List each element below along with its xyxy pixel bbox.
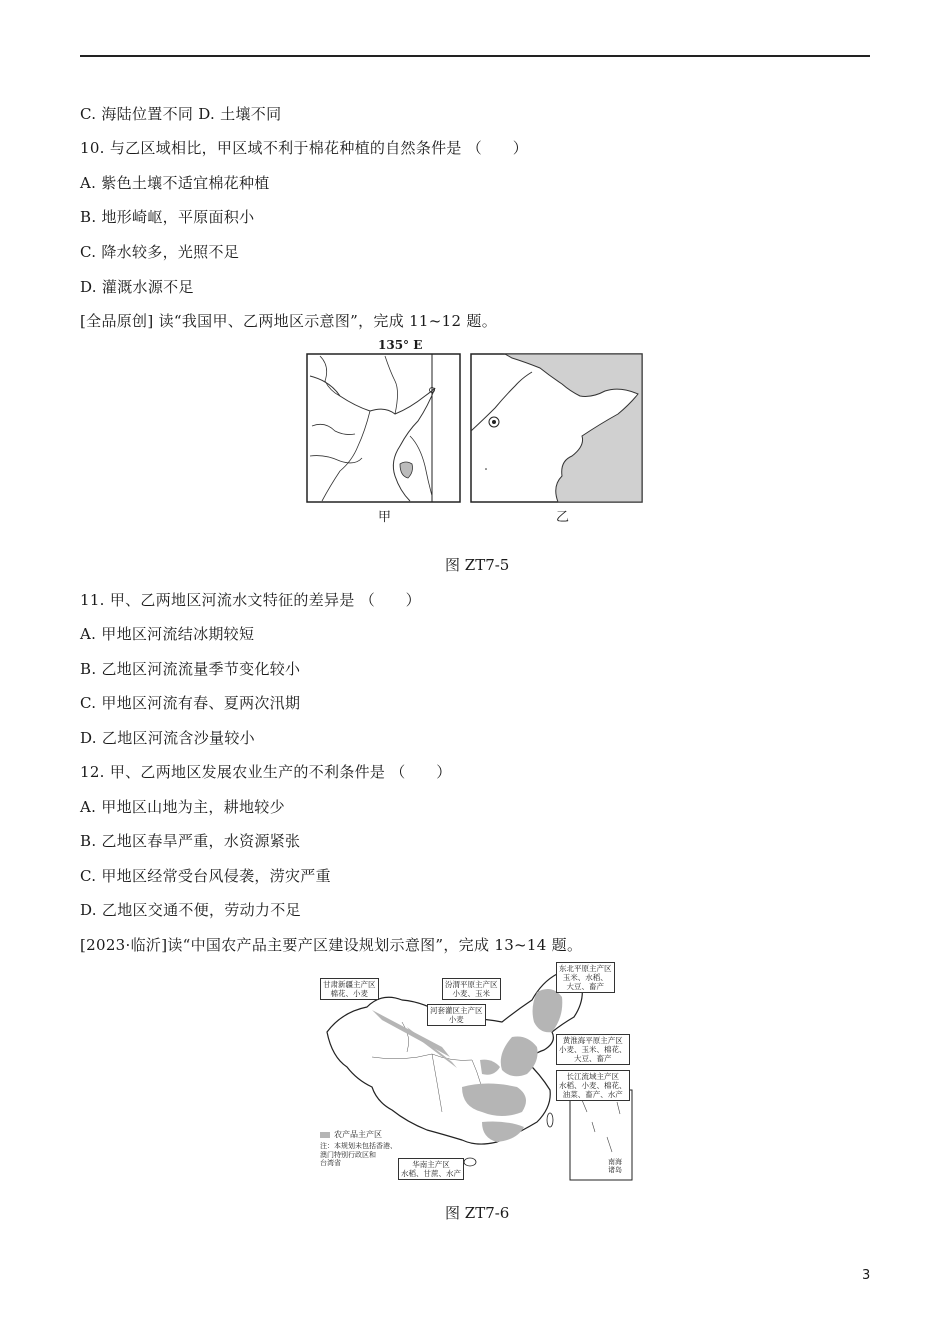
inset-label-nanhai xyxy=(608,1158,622,1174)
box-title: 甘肃新疆主产区 xyxy=(323,980,376,989)
box-huanghuaihai xyxy=(556,1034,630,1065)
header-rule xyxy=(80,55,870,57)
q10-option-d: D. 灌溉水源不足 xyxy=(80,278,194,296)
q11-option-b: B. 乙地区河流流量季节变化较小 xyxy=(80,660,301,678)
figure-zt7-6 xyxy=(312,962,642,1184)
figure-caption-zt7-6: 图 ZT7-6 xyxy=(445,1204,510,1222)
q11-option-a: A. 甲地区河流结冰期较短 xyxy=(80,625,255,643)
inset-label-line: 诸岛 xyxy=(608,1166,622,1174)
box-products: 大豆、畜产 xyxy=(566,982,604,991)
note-line: 台湾省 xyxy=(320,1159,341,1167)
box-products: 水稻、甘蔗、水产 xyxy=(401,1169,461,1178)
box-dongbei xyxy=(556,962,615,993)
note-line: 注：本规划未包括香港、 xyxy=(320,1142,397,1150)
box-fenwei xyxy=(442,978,501,1000)
box-products: 小麦 xyxy=(448,1015,464,1024)
map-label-jia: 甲 xyxy=(378,510,392,525)
q12-option-d: D. 乙地区交通不便，劳动力不足 xyxy=(80,901,301,919)
legend-label: 农产品主产区 xyxy=(334,1130,382,1139)
box-title: 汾渭平原主产区 xyxy=(445,980,498,989)
page-number: 3 xyxy=(862,1268,871,1283)
q10-option-c: C. 降水较多，光照不足 xyxy=(80,243,240,261)
q10-option-a: A. 紫色土壤不适宜棉花种植 xyxy=(80,174,270,192)
box-products: 小麦、玉米、棉花、 xyxy=(559,1045,627,1054)
q11-stem: 11. 甲、乙两地区河流水文特征的差异是 （ ） xyxy=(80,591,421,609)
q11-option-d: D. 乙地区河流含沙量较小 xyxy=(80,729,255,747)
box-products: 大豆、畜产 xyxy=(574,1054,612,1063)
note-line: 澳门特别行政区和 xyxy=(320,1150,376,1159)
q12-option-c: C. 甲地区经常受台风侵袭，涝灾严重 xyxy=(80,867,331,885)
q12-stem: 12. 甲、乙两地区发展农业生产的不利条件是 （ ） xyxy=(80,763,452,781)
figure-zt7-5 xyxy=(300,336,650,526)
intro-11-12: [全品原创] 读“我国甲、乙两地区示意图”，完成 11~12 题。 xyxy=(80,312,497,330)
intro-13-14: [2023·临沂]读“中国农产品主要产区建设规划示意图”，完成 13~14 题。 xyxy=(80,936,583,954)
q11-option-c: C. 甲地区河流有春、夏两次汛期 xyxy=(80,694,301,712)
box-huanan xyxy=(398,1158,464,1180)
q12-option-b: B. 乙地区春旱严重，水资源紧张 xyxy=(80,832,301,850)
q10-stem: 10. 与乙区域相比，甲区域不利于棉花种植的自然条件是 （ ） xyxy=(80,139,528,157)
box-gansu-xinjiang xyxy=(320,978,379,1000)
box-products: 油菜、畜产、水产 xyxy=(562,1090,623,1099)
box-title: 东北平原主产区 xyxy=(559,964,612,973)
box-title: 长江流域主产区 xyxy=(566,1072,619,1081)
region-maps xyxy=(300,336,650,526)
inset-label-line: 南海 xyxy=(608,1158,622,1166)
map-note xyxy=(320,1142,397,1168)
box-title: 黄淮海平原主产区 xyxy=(562,1036,623,1045)
figure-caption-zt7-5: 图 ZT7-5 xyxy=(445,556,510,574)
q10-option-b: B. 地形崎岖，平原面积小 xyxy=(80,208,255,226)
longitude-label: 135° E xyxy=(378,338,423,352)
q9-option-c: C. 海陆位置不同 D. 土壤不同 xyxy=(80,105,282,123)
map-label-yi: 乙 xyxy=(556,510,570,525)
box-changjiang xyxy=(556,1070,630,1101)
q12-option-a: A. 甲地区山地为主，耕地较少 xyxy=(80,798,285,816)
box-products: 棉花、小麦 xyxy=(330,989,368,998)
box-products: 水稻、小麦、棉花、 xyxy=(559,1081,627,1090)
box-hetao xyxy=(427,1004,486,1026)
box-products: 玉米、水稻、 xyxy=(562,973,608,982)
box-products: 小麦、玉米 xyxy=(452,989,490,998)
box-title: 河套灌区主产区 xyxy=(430,1006,483,1015)
box-title: 华南主产区 xyxy=(412,1160,450,1169)
